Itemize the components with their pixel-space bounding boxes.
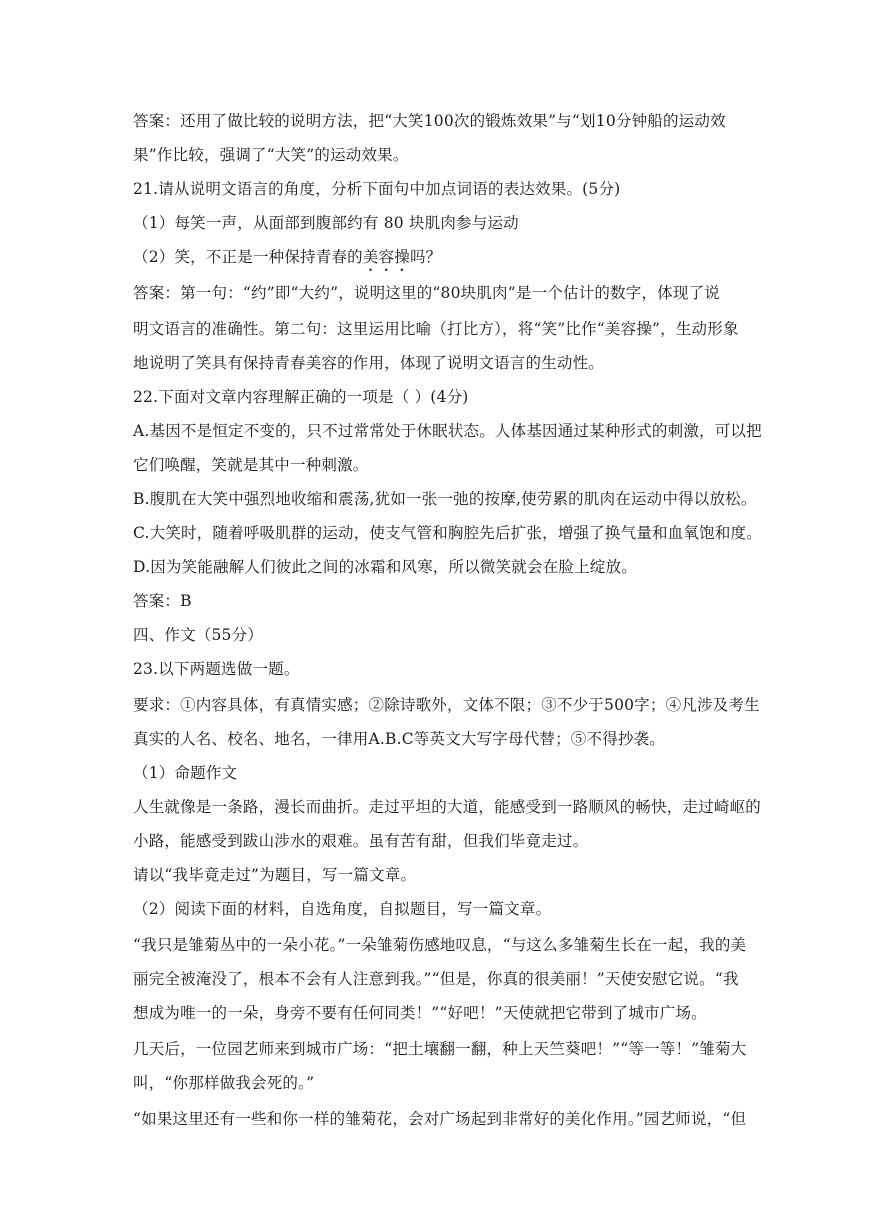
question-21-sentence-2 (133, 247, 829, 275)
option-a-line-2: 它们唤醒，笑就是其中一种刺激。 (133, 456, 369, 474)
answer-21-line-3: 地说明了笑具有保持青春美容的作用，体现了说明文语言的生动性。 (133, 354, 605, 372)
option-d: D.因为笑能融解人们彼此之间的冰霜和风寒，所以微笑就会在脸上绽放。 (133, 558, 637, 576)
dotted-word-meirongcao: 美容操 (362, 248, 410, 266)
answer-20-line-2: 果”作比较，强调了“大笑”的运动效果。 (133, 146, 409, 164)
question-21-prompt: 21.请从说明文语言的角度，分析下面句中加点词语的表达效果。(5分) (133, 180, 621, 198)
option-2-heading: （2）阅读下面的材料，自选角度，自拟题目，写一篇文章。 (133, 900, 552, 918)
option-c: C.大笑时，随着呼吸肌群的运动，使支气管和胸腔先后扩张，增强了换气量和血氧饱和度。 (133, 524, 762, 542)
answer-21-line-2: 明文语言的准确性。第二句：这里运用比喻（打比方），将“笑”比作“美容操”，生动形象 (133, 320, 739, 338)
option-b: B.腹肌在大笑中强烈地收缩和震荡,犹如一张一弛的按摩,使劳累的肌肉在运动中得以放松。 (133, 490, 757, 508)
material-line-4: 几天后，一位园艺师来到城市广场：“把土壤翻一翻，种上天竺葵吧！”“等一等！”雏菊大 (133, 1040, 747, 1058)
requirements-line-2: 真实的人名、校名、地名，一律用A.B.C等英文大写字母代替；⑤不得抄袭。 (133, 730, 665, 748)
option-a-line-1: A.基因不是恒定不变的，只不过常常处于休眠状态。人体基因通过某种形式的刺激，可以把 (133, 422, 762, 440)
option-1-text-line-2: 小路，能感受到跋山涉水的艰难。虽有苦有甜，但我们毕竟走过。 (133, 832, 589, 850)
section-composition-heading: 四、作文（55分） (133, 626, 264, 644)
sentence-2-before: （2）笑，不正是一种保持青春的 (133, 248, 363, 266)
question-22-prompt: 22.下面对文章内容理解正确的一项是（ ）(4分) (133, 388, 469, 406)
material-line-2: 丽完全被淹没了，根本不会有人注意到我。”“但是，你真的很美丽！”天使安慰它说。“我 (133, 970, 739, 988)
material-line-5: 叫，“你那样做我会死的。” (133, 1074, 315, 1092)
option-1-instruction: 请以“我毕竟走过”为题目，写一篇文章。 (133, 866, 417, 884)
answer-22: 答案：B (133, 592, 192, 610)
material-line-1: “我只是雏菊丛中的一朵小花。”一朵雏菊伤感地叹息，“与这么多雏菊生长在一起，我的美 (133, 936, 747, 954)
option-1-heading: （1）命题作文 (133, 764, 238, 782)
sentence-2-after: 吗？ (409, 248, 442, 266)
material-line-3: 想成为唯一的一朵，身旁不要有任何同类！”“好吧！”天使就把它带到了城市广场。 (133, 1004, 707, 1022)
material-line-6: “如果这里还有一些和你一样的雏菊花，会对广场起到非常好的美化作用。”园艺师说，“但 (133, 1110, 747, 1128)
question-21-sentence-1: （1）每笑一声，从面部到腹部约有 80 块肌肉参与运动 (133, 214, 519, 232)
requirements-line-1: 要求：①内容具体，有真情实感；②除诗歌外，文体不限；③不少于500字；④凡涉及考生 (133, 696, 760, 714)
question-23-prompt: 23.以下两题选做一题。 (133, 660, 300, 678)
answer-20-line-1: 答案：还用了做比较的说明方法，把“大笑100次的锻炼效果”与“划10分钟船的运动效 (133, 112, 726, 130)
option-1-text-line-1: 人生就像是一条路，漫长而曲折。走过平坦的大道，能感受到一路顺风的畅快，走过崎岖的 (133, 798, 762, 816)
answer-21-line-1: 答案：第一句：“约”即“大约”，说明这里的“80块肌肉”是一个估计的数字，体现了说 (133, 284, 720, 302)
